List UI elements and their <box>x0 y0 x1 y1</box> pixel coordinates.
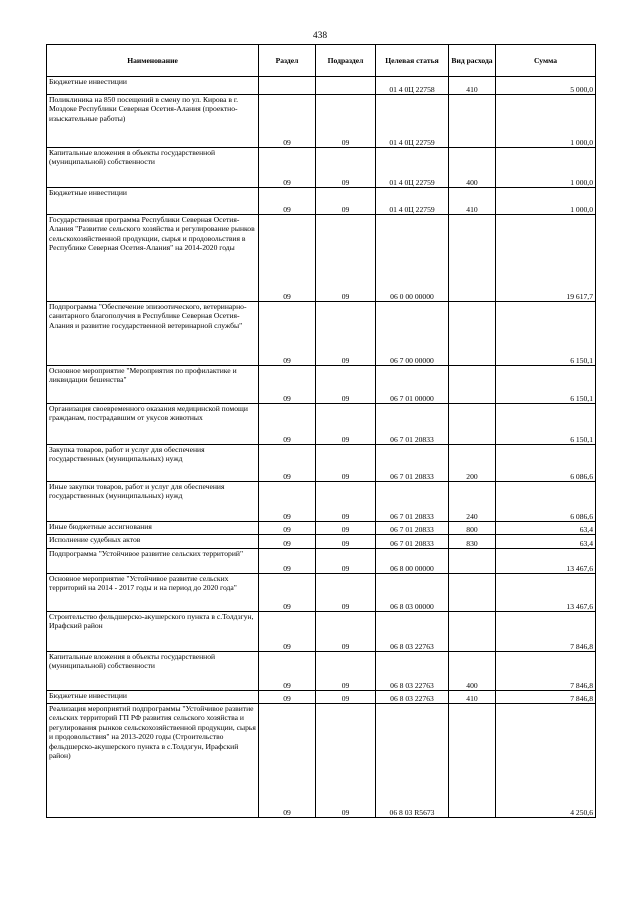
header-name: Наименование <box>47 45 259 77</box>
table-row <box>47 445 596 482</box>
row-podrazdel: 09 <box>316 302 376 366</box>
row-summa: 5 000,0 <box>496 77 596 95</box>
table-header-row <box>47 45 596 77</box>
row-podrazdel: 09 <box>316 148 376 188</box>
row-celevaya: 01 4 0Ц 22759 <box>376 188 449 215</box>
row-razdel: 09 <box>259 612 316 652</box>
row-name: Бюджетные инвестиции <box>47 691 259 704</box>
row-razdel: 09 <box>259 652 316 691</box>
row-razdel: 09 <box>259 188 316 215</box>
row-summa: 6 150,1 <box>496 302 596 366</box>
row-podrazdel: 09 <box>316 652 376 691</box>
row-name: Строительство фельдшерско-акушерского пункта в с.Толдзгун, Ирафский район <box>47 612 259 652</box>
table-row <box>47 95 596 148</box>
row-celevaya: 06 7 01 20833 <box>376 535 449 549</box>
row-celevaya: 06 8 03 00000 <box>376 574 449 612</box>
row-name: Основное мероприятие "Устойчивое развитие сельских территорий на 2014 - 2017 годы и на период до 2020 года" <box>47 574 259 612</box>
table-row <box>47 522 596 535</box>
row-podrazdel: 09 <box>316 404 376 445</box>
row-vid <box>449 215 496 302</box>
row-vid: 410 <box>449 77 496 95</box>
row-name: Подпрограмма "Устойчивое развитие сельских территорий" <box>47 549 259 574</box>
row-name: Поликлиника на 850 посещений в смену по ул. Кирова в г. Моздоке Республики Северная Осетия-Алания (проектно-изыскательные работы) <box>47 95 259 148</box>
row-celevaya: 06 7 01 20833 <box>376 404 449 445</box>
row-vid <box>449 612 496 652</box>
row-summa: 13 467,6 <box>496 549 596 574</box>
row-vid <box>449 95 496 148</box>
page-number: 438 <box>312 31 328 41</box>
row-podrazdel: 09 <box>316 522 376 535</box>
row-celevaya: 06 8 00 00000 <box>376 549 449 574</box>
header-razdel: Раздел <box>259 45 316 77</box>
row-summa: 1 000,0 <box>496 148 596 188</box>
table-row <box>47 77 596 95</box>
row-razdel: 09 <box>259 574 316 612</box>
row-name: Капитальные вложения в объекты государственной (муниципальной) собственности <box>47 652 259 691</box>
row-celevaya: 06 8 03 22763 <box>376 612 449 652</box>
row-celevaya: 06 7 01 00000 <box>376 366 449 404</box>
table-row <box>47 704 596 818</box>
table-row <box>47 574 596 612</box>
row-vid <box>449 704 496 818</box>
row-summa: 1 000,0 <box>496 95 596 148</box>
row-summa: 63,4 <box>496 535 596 549</box>
header-celevaya: Целевая статья <box>376 45 449 77</box>
row-summa: 19 617,7 <box>496 215 596 302</box>
row-vid <box>449 574 496 612</box>
row-celevaya: 01 4 0Ц 22759 <box>376 148 449 188</box>
row-summa: 7 846,8 <box>496 691 596 704</box>
row-name: Государственная программа Республики Северная Осетия-Алания "Развитие сельского хозяйства и регулирование рынков сельскохозяйственной продукции, сырья и продовольствия в Республике Северная Осетия-Алания" на 2014-2020 годы <box>47 215 259 302</box>
row-podrazdel: 09 <box>316 704 376 818</box>
row-podrazdel: 09 <box>316 535 376 549</box>
row-celevaya: 06 7 01 20833 <box>376 482 449 522</box>
row-celevaya: 06 8 03 22763 <box>376 691 449 704</box>
row-razdel <box>259 77 316 95</box>
table-row <box>47 691 596 704</box>
table-row <box>47 535 596 549</box>
row-razdel: 09 <box>259 366 316 404</box>
row-podrazdel <box>316 77 376 95</box>
row-summa: 6 086,6 <box>496 482 596 522</box>
row-name: Бюджетные инвестиции <box>47 188 259 215</box>
row-summa: 7 846,8 <box>496 652 596 691</box>
row-celevaya: 06 7 01 20833 <box>376 445 449 482</box>
row-vid: 240 <box>449 482 496 522</box>
row-podrazdel: 09 <box>316 366 376 404</box>
row-razdel: 09 <box>259 95 316 148</box>
row-name: Подпрограмма "Обеспечение эпизоотического, ветеринарно-санитарного благополучия в Республике Северная Осетия-Алания и развитие государственной ветеринарной службы" <box>47 302 259 366</box>
row-razdel: 09 <box>259 522 316 535</box>
row-name: Бюджетные инвестиции <box>47 77 259 95</box>
row-name: Закупка товаров, работ и услуг для обеспечения государственных (муниципальных) нужд <box>47 445 259 482</box>
row-razdel: 09 <box>259 691 316 704</box>
row-summa: 63,4 <box>496 522 596 535</box>
row-name: Иные закупки товаров, работ и услуг для обеспечения государственных (муниципальных) нужд <box>47 482 259 522</box>
row-razdel: 09 <box>259 302 316 366</box>
row-celevaya: 06 8 03 R5673 <box>376 704 449 818</box>
row-vid: 200 <box>449 445 496 482</box>
row-name: Организация своевременного оказания медицинской помощи гражданам, пострадавшим от укусов животных <box>47 404 259 445</box>
row-razdel: 09 <box>259 535 316 549</box>
row-name: Реализация мероприятий подпрограммы "Устойчивое развитие сельских территорий ГП РФ развития сельского хозяйства и регулирования рынков сельскохозяйственной продукции, сырья и продовольствия" на 2013-2020 годы (Строительство фельдшерско-акушерского пункта в с.Толдзгун, Ирафский район) <box>47 704 259 818</box>
table-row <box>47 549 596 574</box>
row-summa: 6 150,1 <box>496 366 596 404</box>
row-celevaya: 06 7 01 20833 <box>376 522 449 535</box>
row-summa: 13 467,6 <box>496 574 596 612</box>
row-summa: 4 250,6 <box>496 704 596 818</box>
row-name: Капитальные вложения в объекты государственной (муниципальной) собственности <box>47 148 259 188</box>
table-row <box>47 302 596 366</box>
table-row <box>47 148 596 188</box>
row-podrazdel: 09 <box>316 95 376 148</box>
row-summa: 7 846,8 <box>496 612 596 652</box>
row-vid: 800 <box>449 522 496 535</box>
table-row <box>47 482 596 522</box>
row-summa: 6 150,1 <box>496 404 596 445</box>
row-podrazdel: 09 <box>316 549 376 574</box>
row-podrazdel: 09 <box>316 612 376 652</box>
row-summa: 1 000,0 <box>496 188 596 215</box>
row-razdel: 09 <box>259 482 316 522</box>
row-podrazdel: 09 <box>316 691 376 704</box>
row-vid <box>449 302 496 366</box>
row-vid: 410 <box>449 188 496 215</box>
row-razdel: 09 <box>259 445 316 482</box>
row-podrazdel: 09 <box>316 574 376 612</box>
table-row <box>47 366 596 404</box>
row-podrazdel: 09 <box>316 188 376 215</box>
budget-table <box>46 44 596 818</box>
row-vid <box>449 404 496 445</box>
table-row <box>47 652 596 691</box>
row-vid: 400 <box>449 148 496 188</box>
row-celevaya: 06 0 00 00000 <box>376 215 449 302</box>
row-razdel: 09 <box>259 704 316 818</box>
row-podrazdel: 09 <box>316 215 376 302</box>
row-celevaya: 01 4 0Ц 22758 <box>376 77 449 95</box>
row-podrazdel: 09 <box>316 482 376 522</box>
table-row <box>47 215 596 302</box>
row-name: Иные бюджетные ассигнования <box>47 522 259 535</box>
row-vid <box>449 549 496 574</box>
row-celevaya: 06 8 03 22763 <box>376 652 449 691</box>
header-vid: Вид расхода <box>449 45 496 77</box>
header-podrazdel: Подраздел <box>316 45 376 77</box>
row-vid <box>449 366 496 404</box>
row-razdel: 09 <box>259 148 316 188</box>
row-celevaya: 06 7 00 00000 <box>376 302 449 366</box>
row-vid: 400 <box>449 652 496 691</box>
row-vid: 830 <box>449 535 496 549</box>
row-name: Исполнение судебных актов <box>47 535 259 549</box>
row-razdel: 09 <box>259 404 316 445</box>
row-razdel: 09 <box>259 215 316 302</box>
row-summa: 6 086,6 <box>496 445 596 482</box>
row-razdel: 09 <box>259 549 316 574</box>
table-row <box>47 612 596 652</box>
row-podrazdel: 09 <box>316 445 376 482</box>
table-row <box>47 404 596 445</box>
row-name: Основное мероприятие "Мероприятия по профилактике и ликвидации бешенства" <box>47 366 259 404</box>
header-summa: Сумма <box>496 45 596 77</box>
row-vid: 410 <box>449 691 496 704</box>
row-celevaya: 01 4 0Ц 22759 <box>376 95 449 148</box>
table-row <box>47 188 596 215</box>
